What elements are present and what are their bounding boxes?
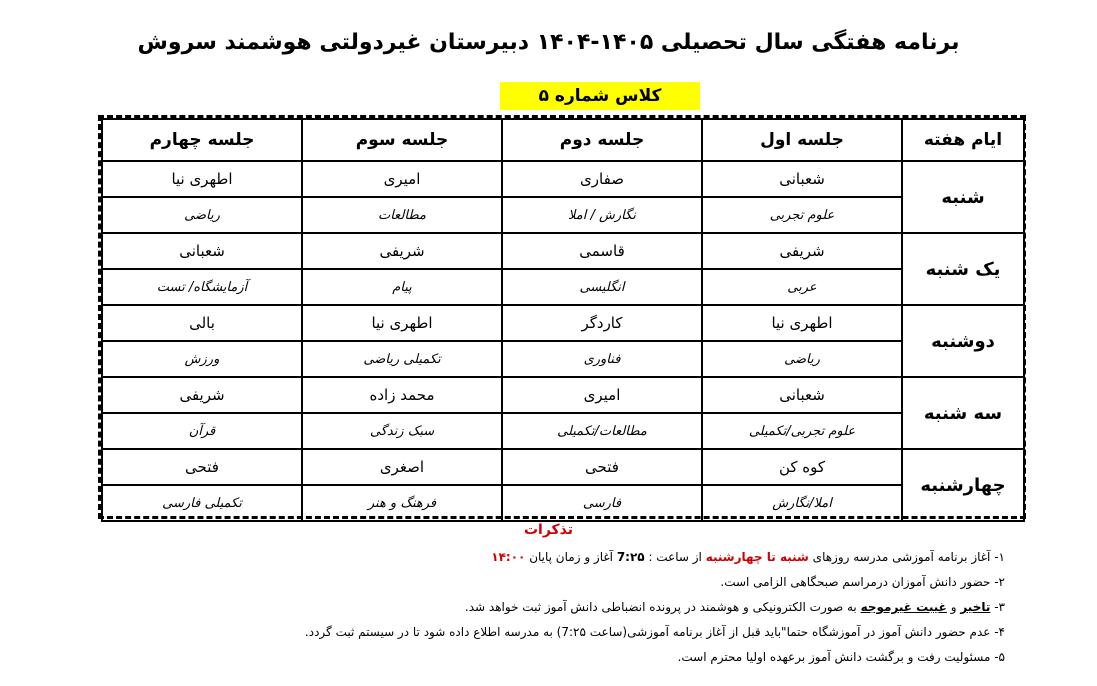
subject-cell: علوم تجربی/تکمیلی — [702, 413, 902, 449]
note-1 — [145, 545, 1005, 570]
header-row — [102, 119, 1024, 161]
subject-row — [102, 197, 1024, 233]
subject-cell: ورزش — [102, 341, 302, 377]
teacher-cell: اطهری نیا — [102, 161, 302, 197]
subject-cell: مطالعات — [302, 197, 502, 233]
teacher-row — [102, 233, 1024, 269]
teacher-cell: شعبانی — [102, 233, 302, 269]
teacher-cell: کوه کن — [702, 449, 902, 485]
subject-cell: فرهنگ و هنر — [302, 485, 502, 521]
note-2: ۲- حضور دانش آموزان درمراسم صبحگاهی الزامی است. — [720, 575, 1005, 589]
note-3-text: به صورت الکترونیکی و هوشمند در پرونده انضباطی دانش آموز ثبت خواهد شد. — [464, 600, 857, 614]
teacher-row — [102, 377, 1024, 413]
subject-cell: ریاضی — [702, 341, 902, 377]
notes-list — [145, 545, 1005, 670]
notes-title: تذکرات — [523, 522, 574, 538]
teacher-cell: امیری — [502, 377, 702, 413]
subject-cell: نگارش / املا — [502, 197, 702, 233]
header-session-4: جلسه چهارم — [102, 119, 302, 161]
teacher-cell: شریفی — [302, 233, 502, 269]
note-3-and: و — [950, 600, 957, 614]
schedule-table — [101, 118, 1025, 522]
subject-cell: تکمیلی فارسی — [102, 485, 302, 521]
note-4: ۴- عدم حضور دانش آموز در آموزشگاه حتما"باید قبل از آغاز برنامه آموزشی(ساعت 7:۲۵) به مدرسه اطلاع داده شود تا در سیستم ثبت گردد. — [304, 625, 1005, 639]
subject-row — [102, 485, 1024, 521]
note-1-from: از ساعت : — [648, 550, 702, 564]
teacher-cell: صفاری — [502, 161, 702, 197]
class-label: کلاس شماره ۵ — [500, 82, 700, 110]
subject-cell: مطالعات/تکمیلی — [502, 413, 702, 449]
subject-cell: فارسی — [502, 485, 702, 521]
subject-cell: علوم تجربی — [702, 197, 902, 233]
note-5: ۵- مسئولیت رفت و برگشت دانش آموز برعهده اولیا محترم است. — [677, 650, 1005, 664]
note-3-absence: غیبت غیرموجه — [860, 600, 947, 614]
day-name: دوشنبه — [902, 305, 1024, 377]
teacher-cell: شعبانی — [702, 377, 902, 413]
teacher-cell: کاردگر — [502, 305, 702, 341]
teacher-cell: فتحی — [102, 449, 302, 485]
subject-cell: فناوری — [502, 341, 702, 377]
teacher-cell: محمد زاده — [302, 377, 502, 413]
subject-cell: سبک زندگی — [302, 413, 502, 449]
teacher-cell: بالی — [102, 305, 302, 341]
subject-cell: املا/نگارش — [702, 485, 902, 521]
teacher-cell: شریفی — [702, 233, 902, 269]
note-3-delay: تاخیر — [960, 600, 991, 614]
subject-row — [102, 341, 1024, 377]
teacher-cell: قاسمی — [502, 233, 702, 269]
note-3-num: ۳- — [994, 600, 1005, 614]
note-1-start-time: 7:۲۵ — [616, 550, 645, 564]
note-1-days: شنبه تا چهارشنبه — [705, 550, 809, 564]
header-session-1: جلسه اول — [702, 119, 902, 161]
teacher-cell: فتحی — [502, 449, 702, 485]
teacher-row — [102, 449, 1024, 485]
subject-row — [102, 269, 1024, 305]
note-3 — [145, 595, 1005, 620]
note-1-end-time: ۱۴:۰۰ — [491, 550, 526, 564]
header-session-3: جلسه سوم — [302, 119, 502, 161]
subject-cell: تکمیلی ریاضی — [302, 341, 502, 377]
teacher-row — [102, 161, 1024, 197]
header-session-2: جلسه دوم — [502, 119, 702, 161]
day-name: یک شنبه — [902, 233, 1024, 305]
header-days: ایام هفته — [902, 119, 1024, 161]
subject-row — [102, 413, 1024, 449]
day-name: چهارشنبه — [902, 449, 1024, 521]
note-1-text: ۱- آغاز برنامه آموزشی مدرسه روزهای — [812, 550, 1005, 564]
subject-cell: قرآن — [102, 413, 302, 449]
subject-cell: پیام — [302, 269, 502, 305]
teacher-cell: اطهری نیا — [302, 305, 502, 341]
subject-cell: عربی — [702, 269, 902, 305]
note-1-end-label: آغاز و زمان پایان — [529, 550, 613, 564]
teacher-cell: شعبانی — [702, 161, 902, 197]
teacher-cell: اطهری نیا — [702, 305, 902, 341]
subject-cell: ریاضی — [102, 197, 302, 233]
teacher-cell: شریفی — [102, 377, 302, 413]
subject-cell: انگلیسی — [502, 269, 702, 305]
subject-cell: آزمایشگاه/ تست — [102, 269, 302, 305]
day-name: شنبه — [902, 161, 1024, 233]
day-name: سه شنبه — [902, 377, 1024, 449]
page-title: برنامه هفتگی سال تحصیلی ۱۴۰۵-۱۴۰۴ دبیرستان غیردولتی هوشمند سروش — [137, 30, 960, 55]
teacher-row — [102, 305, 1024, 341]
teacher-cell: اصغری — [302, 449, 502, 485]
teacher-cell: امیری — [302, 161, 502, 197]
